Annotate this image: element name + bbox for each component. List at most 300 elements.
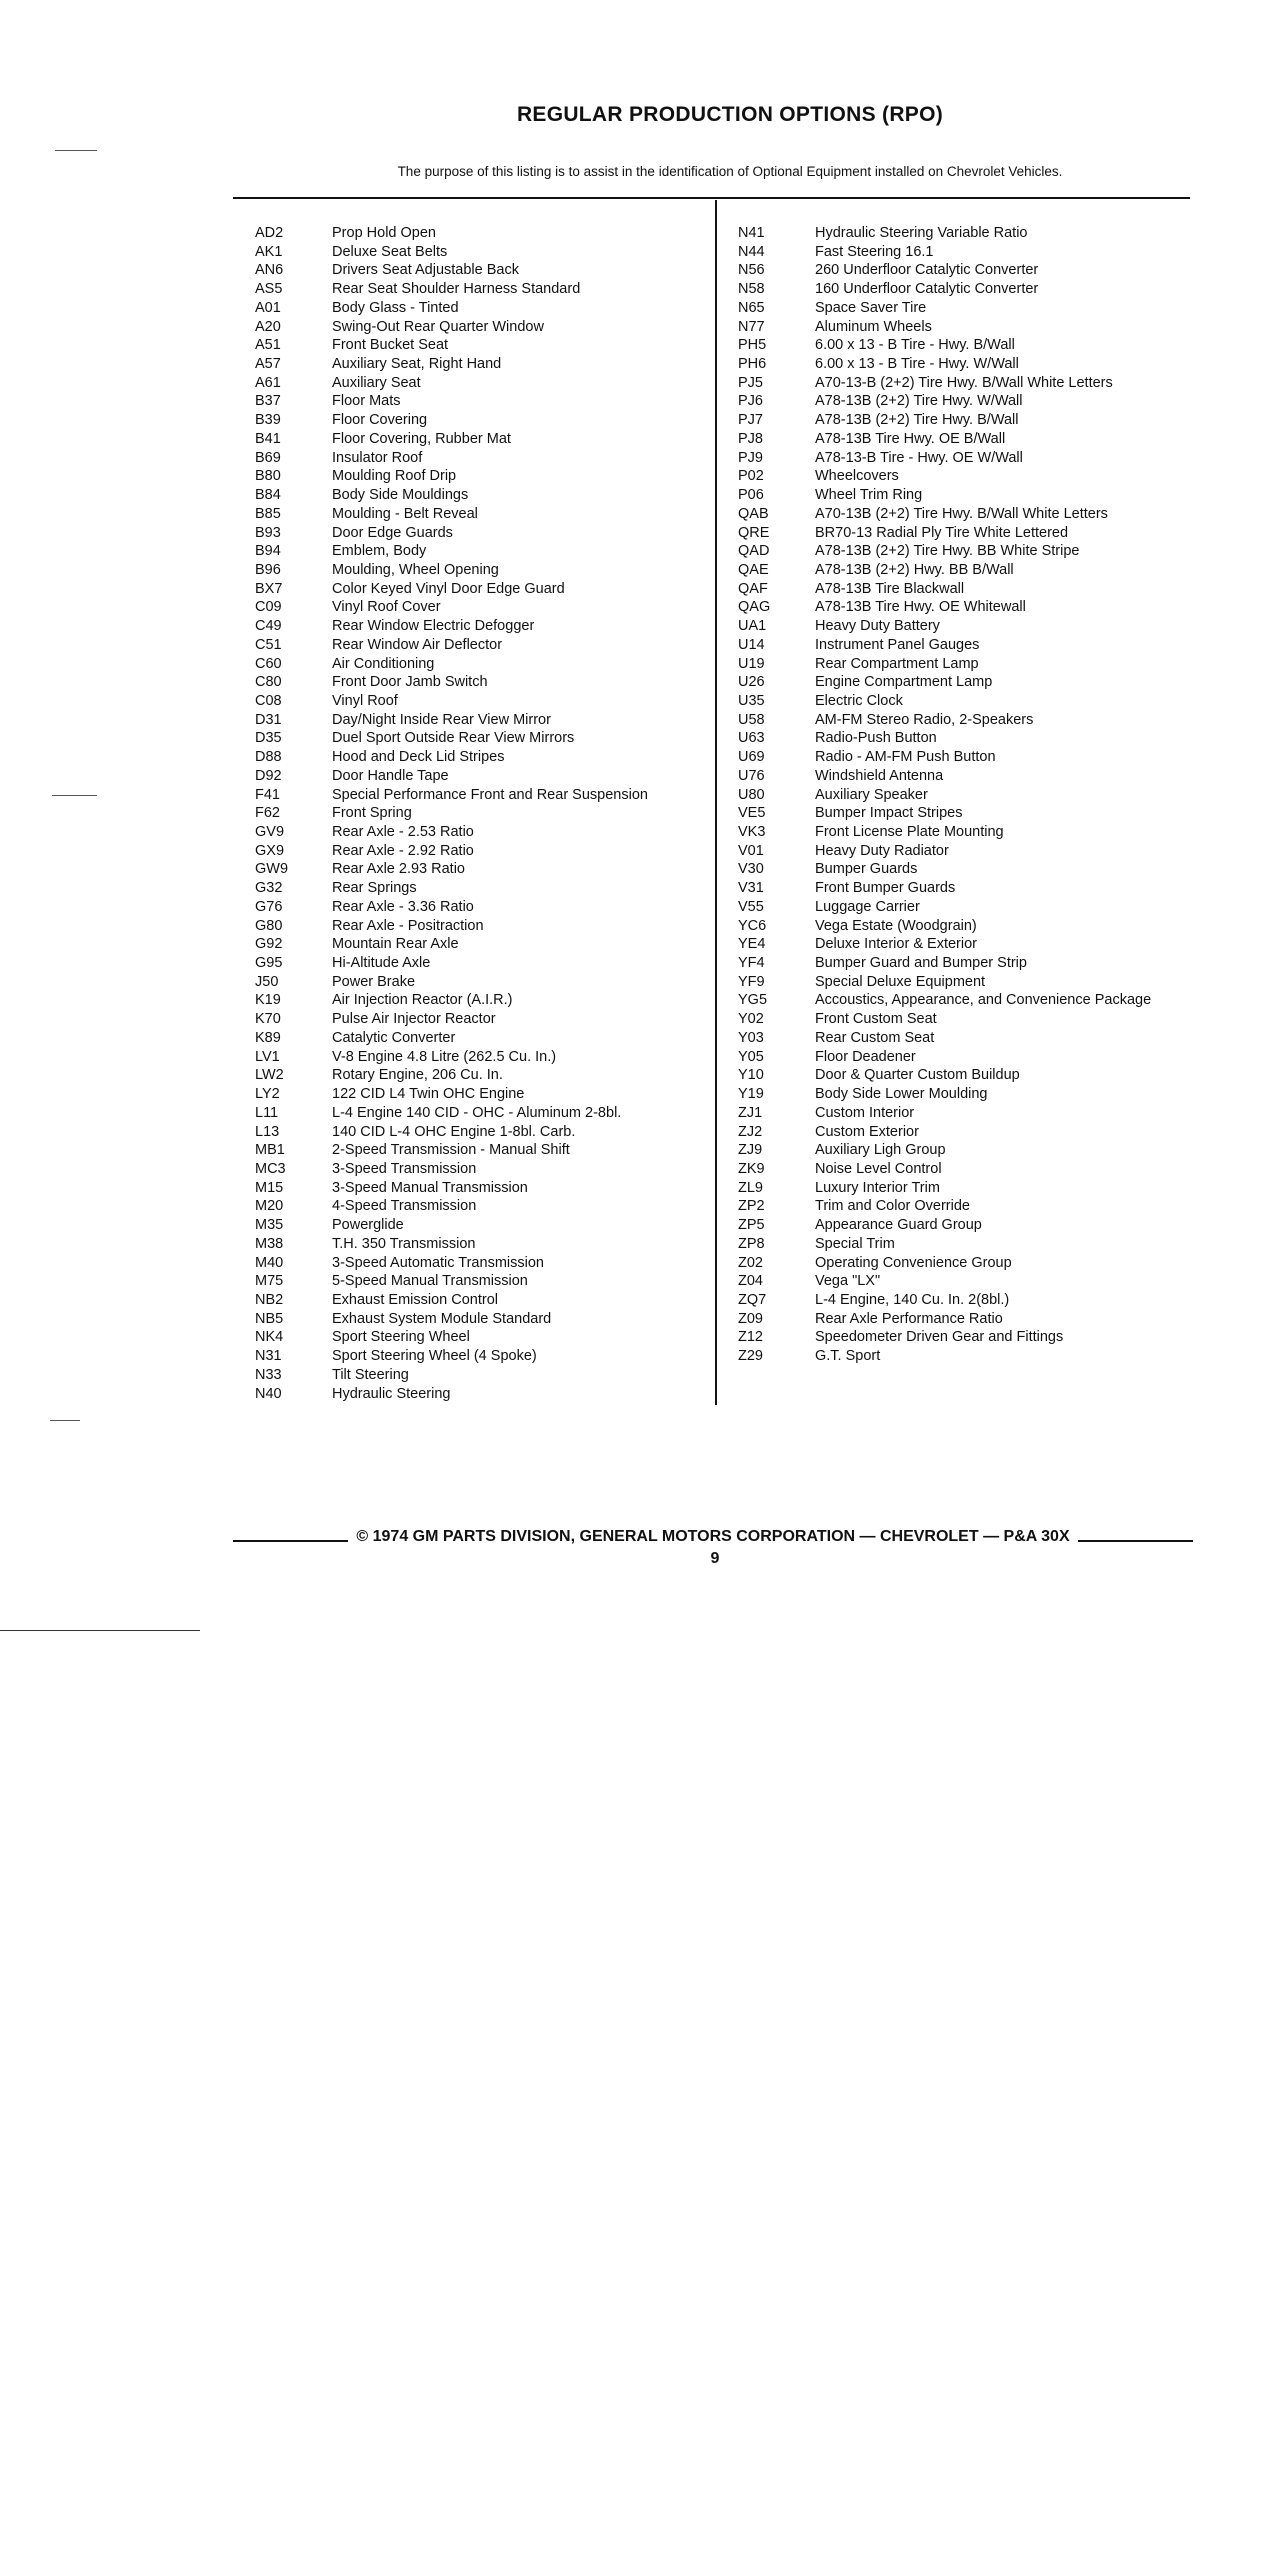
- option-code: D88: [255, 749, 282, 766]
- option-code: A51: [255, 337, 281, 354]
- option-row: [255, 917, 648, 936]
- option-row: [738, 598, 1151, 617]
- option-row: [738, 729, 1151, 748]
- option-description: Exhaust System Module Standard: [332, 1310, 552, 1327]
- option-description: Fast Steering 16.1: [815, 243, 934, 260]
- option-description: Instrument Panel Gauges: [815, 636, 980, 653]
- scan-mark: [52, 795, 97, 796]
- option-code: K70: [255, 1011, 281, 1028]
- option-description: Body Glass - Tinted: [332, 299, 459, 316]
- option-description: Rear Axle 2.93 Ratio: [332, 861, 465, 878]
- option-code: Z02: [738, 1254, 763, 1271]
- option-description: Rear Seat Shoulder Harness Standard: [332, 281, 581, 298]
- option-row: [738, 580, 1151, 599]
- top-rule: [233, 197, 1190, 199]
- option-row: [255, 842, 648, 861]
- option-row: [255, 542, 648, 561]
- option-row: [255, 636, 648, 655]
- option-code: M75: [255, 1273, 284, 1290]
- option-row: [738, 243, 1151, 262]
- option-code: ZQ7: [738, 1291, 767, 1308]
- option-code: C49: [255, 618, 282, 635]
- option-code: D92: [255, 767, 282, 784]
- option-code: B39: [255, 412, 281, 429]
- option-code: U76: [738, 767, 765, 784]
- option-code: PJ8: [738, 430, 763, 447]
- option-row: [255, 1010, 648, 1029]
- option-description: Auxiliary Ligh Group: [815, 1142, 946, 1159]
- option-code: U63: [738, 730, 765, 747]
- option-row: [738, 1085, 1151, 1104]
- option-description: Accoustics, Appearance, and Convenience Package: [815, 992, 1152, 1009]
- page-subtitle: The purpose of this listing is to assist in the identification of Optional Equipment installed on Chevrolet Vehicles.: [397, 164, 1063, 179]
- option-description: Rear Window Electric Defogger: [332, 618, 535, 635]
- option-code: GX9: [255, 842, 285, 859]
- option-code: GV9: [255, 824, 285, 840]
- option-description: Front Door Jamb Switch: [332, 674, 488, 691]
- option-code: M15: [255, 1179, 284, 1196]
- option-row: [255, 449, 648, 468]
- option-row: [255, 561, 648, 580]
- option-description: Rear Custom Seat: [815, 1029, 935, 1046]
- option-row: [738, 692, 1151, 711]
- option-code: U26: [738, 674, 765, 691]
- option-code: M35: [255, 1217, 284, 1234]
- option-code: K19: [255, 992, 281, 1009]
- option-description: Door Handle Tape: [332, 767, 449, 784]
- option-row: [738, 636, 1151, 655]
- option-row: [255, 748, 648, 767]
- option-row: [255, 711, 648, 730]
- option-row: [255, 1066, 648, 1085]
- option-code: N44: [738, 243, 765, 260]
- option-code: YE4: [738, 936, 766, 953]
- option-description: A78-13B Tire Hwy. OE Whitewall: [815, 599, 1026, 616]
- option-description: AM-FM Stereo Radio, 2-Speakers: [815, 711, 1034, 728]
- option-code: LV1: [255, 1048, 280, 1065]
- option-code: P06: [738, 487, 764, 504]
- option-description: Heavy Duty Battery: [815, 618, 940, 635]
- option-row: [738, 542, 1151, 561]
- option-code: Z12: [738, 1329, 763, 1346]
- option-row: [255, 243, 648, 262]
- option-row: [255, 1291, 648, 1310]
- option-description: Front Custom Seat: [815, 1011, 937, 1028]
- option-code: NK4: [255, 1329, 284, 1346]
- option-row: [738, 991, 1151, 1010]
- option-row: [255, 1197, 648, 1216]
- option-description: 6.00 x 13 - B Tire - Hwy. W/Wall: [815, 356, 1019, 373]
- option-row: [255, 224, 648, 243]
- option-description: Floor Deadener: [815, 1048, 916, 1065]
- option-description: A78-13B (2+2) Hwy. BB B/Wall: [815, 561, 1014, 578]
- scan-mark: [55, 150, 97, 151]
- option-description: 3-Speed Automatic Transmission: [332, 1254, 544, 1271]
- option-code: ZJ1: [738, 1104, 763, 1121]
- footer-rule-left: [233, 1540, 348, 1542]
- option-code: F41: [255, 786, 280, 803]
- option-description: Radio-Push Button: [815, 730, 937, 747]
- option-description: Deluxe Seat Belts: [332, 243, 448, 260]
- option-row: [255, 411, 648, 430]
- option-description: Prop Hold Open: [332, 225, 436, 241]
- option-row: [738, 935, 1151, 954]
- option-code: A61: [255, 374, 281, 391]
- option-row: [738, 1048, 1151, 1067]
- option-row: [738, 842, 1151, 861]
- option-row: [738, 1291, 1151, 1310]
- option-code: LY2: [255, 1086, 280, 1103]
- option-description: Bumper Impact Stripes: [815, 805, 963, 822]
- option-row: [738, 430, 1151, 449]
- option-code: AD2: [255, 225, 284, 241]
- option-row: [738, 767, 1151, 786]
- option-row: [738, 655, 1151, 674]
- option-description: Custom Interior: [815, 1104, 915, 1121]
- option-row: [255, 804, 648, 823]
- option-row: [255, 729, 648, 748]
- option-code: P02: [738, 468, 764, 485]
- option-description: Sport Steering Wheel: [332, 1329, 470, 1346]
- option-row: [738, 879, 1151, 898]
- option-row: [738, 224, 1151, 243]
- option-description: Rear Window Air Deflector: [332, 636, 503, 653]
- option-code: NB2: [255, 1291, 284, 1308]
- option-description: Door & Quarter Custom Buildup: [815, 1067, 1020, 1084]
- option-row: [738, 1310, 1151, 1329]
- option-description: Air Conditioning: [332, 655, 435, 672]
- option-code: PJ5: [738, 374, 763, 391]
- option-description: Rear Axle - 2.92 Ratio: [332, 842, 474, 859]
- option-code: Y05: [738, 1048, 764, 1065]
- option-code: N31: [255, 1348, 282, 1365]
- option-code: ZP2: [738, 1198, 765, 1215]
- option-description: Heavy Duty Radiator: [815, 842, 949, 859]
- option-description: Rear Axle - Positraction: [332, 917, 484, 934]
- option-row: [738, 318, 1151, 337]
- option-row: [255, 1104, 648, 1123]
- option-code: Z09: [738, 1310, 763, 1327]
- option-row: [738, 973, 1151, 992]
- option-row: [738, 505, 1151, 524]
- option-code: MC3: [255, 1160, 286, 1177]
- option-row: [255, 1029, 648, 1048]
- option-code: ZP8: [738, 1235, 765, 1252]
- option-row: [255, 973, 648, 992]
- option-code: G32: [255, 880, 283, 897]
- page-title: REGULAR PRODUCTION OPTIONS (RPO): [516, 103, 944, 126]
- option-code: K89: [255, 1029, 281, 1046]
- option-code: B93: [255, 524, 281, 541]
- option-code: G80: [255, 917, 283, 934]
- option-description: A78-13B Tire Hwy. OE B/Wall: [815, 430, 1006, 447]
- option-description: Special Performance Front and Rear Suspension: [332, 786, 648, 803]
- option-row: [738, 336, 1151, 355]
- option-row: [255, 954, 648, 973]
- option-row: [255, 991, 648, 1010]
- option-description: Deluxe Interior & Exterior: [815, 936, 977, 953]
- option-row: [738, 355, 1151, 374]
- option-row: [738, 860, 1151, 879]
- option-description: Auxiliary Seat: [332, 374, 421, 391]
- option-code: ZJ2: [738, 1123, 763, 1140]
- option-description: Noise Level Control: [815, 1160, 942, 1177]
- option-description: Emblem, Body: [332, 543, 427, 560]
- option-code: B80: [255, 468, 281, 485]
- option-description: Color Keyed Vinyl Door Edge Guard: [332, 580, 565, 597]
- option-description: A70-13B (2+2) Tire Hwy. B/Wall White Letters: [815, 505, 1108, 522]
- option-description: Body Side Lower Moulding: [815, 1086, 988, 1103]
- footer-rule-right: [1078, 1540, 1193, 1542]
- option-description: Rear Axle - 2.53 Ratio: [332, 824, 474, 840]
- option-row: [738, 804, 1151, 823]
- option-row: [255, 1254, 648, 1273]
- option-description: A78-13B (2+2) Tire Hwy. B/Wall: [815, 412, 1019, 429]
- option-description: Engine Compartment Lamp: [815, 674, 993, 691]
- option-code: G76: [255, 898, 283, 915]
- option-code: YF9: [738, 973, 765, 990]
- option-description: Insulator Roof: [332, 449, 423, 466]
- option-description: Front License Plate Mounting: [815, 824, 1004, 840]
- option-code: PH6: [738, 356, 767, 373]
- option-row: [255, 673, 648, 692]
- option-code: AS5: [255, 281, 283, 298]
- option-row: [255, 1385, 648, 1404]
- option-code: N65: [738, 299, 765, 316]
- option-description: Luxury Interior Trim: [815, 1179, 940, 1196]
- option-row: [255, 336, 648, 355]
- option-description: Door Edge Guards: [332, 524, 453, 541]
- option-row: [255, 467, 648, 486]
- option-code: D31: [255, 711, 282, 728]
- option-code: C51: [255, 636, 282, 653]
- option-description: Bumper Guard and Bumper Strip: [815, 955, 1027, 972]
- option-row: [738, 1104, 1151, 1123]
- option-code: U35: [738, 692, 765, 709]
- option-description: Catalytic Converter: [332, 1029, 456, 1046]
- option-description: 140 CID L-4 OHC Engine 1-8bl. Carb.: [332, 1123, 576, 1140]
- option-code: F62: [255, 805, 280, 822]
- option-description: Vinyl Roof Cover: [332, 599, 441, 616]
- option-description: Day/Night Inside Rear View Mirror: [332, 711, 551, 728]
- option-code: YC6: [738, 917, 767, 934]
- option-row: [738, 748, 1151, 767]
- option-code: B85: [255, 505, 281, 522]
- option-description: Vinyl Roof: [332, 692, 398, 709]
- option-description: Front Bumper Guards: [815, 880, 956, 897]
- option-row: [255, 786, 648, 805]
- option-code: B94: [255, 543, 281, 560]
- option-description: Appearance Guard Group: [815, 1217, 982, 1234]
- option-row: [255, 580, 648, 599]
- option-code: YG5: [738, 992, 768, 1009]
- option-row: [255, 374, 648, 393]
- option-description: Bumper Guards: [815, 861, 918, 878]
- option-description: V-8 Engine 4.8 Litre (262.5 Cu. In.): [332, 1048, 557, 1065]
- option-description: Hood and Deck Lid Stripes: [332, 749, 505, 766]
- option-code: A20: [255, 318, 281, 335]
- option-row: [738, 374, 1151, 393]
- option-row: [255, 355, 648, 374]
- option-description: Mountain Rear Axle: [332, 936, 459, 953]
- option-row: [738, 786, 1151, 805]
- option-description: 2-Speed Transmission - Manual Shift: [332, 1142, 570, 1159]
- option-row: [738, 561, 1151, 580]
- option-code: N77: [738, 318, 765, 335]
- option-description: Space Saver Tire: [815, 299, 927, 316]
- option-description: Operating Convenience Group: [815, 1254, 1012, 1271]
- option-row: [738, 1066, 1151, 1085]
- option-description: Rear Axle - 3.36 Ratio: [332, 898, 474, 915]
- option-code: U14: [738, 636, 765, 653]
- option-description: 3-Speed Transmission: [332, 1160, 477, 1177]
- option-row: [255, 1085, 648, 1104]
- option-row: [738, 1235, 1151, 1254]
- option-row: [255, 299, 648, 318]
- option-code: Z04: [738, 1273, 763, 1290]
- option-row: [738, 823, 1151, 842]
- option-code: UA1: [738, 618, 767, 635]
- option-description: Hi-Altitude Axle: [332, 955, 431, 972]
- option-description: Auxiliary Seat, Right Hand: [332, 356, 502, 373]
- option-description: 3-Speed Manual Transmission: [332, 1179, 528, 1196]
- option-code: N33: [255, 1366, 282, 1383]
- option-description: Radio - AM-FM Push Button: [815, 749, 996, 766]
- option-description: A78-13-B Tire - Hwy. OE W/Wall: [815, 449, 1023, 466]
- option-description: Air Injection Reactor (A.I.R.): [332, 992, 513, 1009]
- option-code: V55: [738, 898, 764, 915]
- option-description: Floor Covering: [332, 412, 428, 429]
- option-description: Tilt Steering: [332, 1366, 409, 1383]
- option-description: Auxiliary Speaker: [815, 786, 928, 803]
- option-code: V30: [738, 861, 764, 878]
- option-description: T.H. 350 Transmission: [332, 1235, 476, 1252]
- option-description: Special Trim: [815, 1235, 895, 1252]
- option-code: B41: [255, 430, 281, 447]
- option-code: D35: [255, 730, 282, 747]
- option-code: L11: [255, 1104, 279, 1121]
- option-code: U69: [738, 749, 765, 766]
- option-code: M40: [255, 1254, 284, 1271]
- option-row: [255, 598, 648, 617]
- option-code: ZL9: [738, 1179, 763, 1196]
- option-row: [255, 280, 648, 299]
- option-description: Powerglide: [332, 1217, 404, 1234]
- option-code: B37: [255, 393, 281, 410]
- option-description: A70-13-B (2+2) Tire Hwy. B/Wall White Letters: [815, 374, 1113, 391]
- option-description: Wheelcovers: [815, 468, 899, 485]
- option-description: Special Deluxe Equipment: [815, 973, 986, 990]
- option-row: [738, 449, 1151, 468]
- option-code: C08: [255, 692, 282, 709]
- option-code: B69: [255, 449, 281, 466]
- option-row: [738, 486, 1151, 505]
- option-code: QAB: [738, 505, 769, 522]
- option-description: Rear Compartment Lamp: [815, 655, 979, 672]
- option-code: ZJ9: [738, 1142, 763, 1159]
- option-row: [255, 318, 648, 337]
- option-code: C09: [255, 599, 282, 616]
- option-code: QAE: [738, 561, 769, 578]
- option-code: N41: [738, 225, 765, 241]
- option-description: Custom Exterior: [815, 1123, 919, 1140]
- scan-mark: [50, 1420, 80, 1421]
- option-code: A01: [255, 299, 281, 316]
- option-description: Duel Sport Outside Rear View Mirrors: [332, 730, 575, 747]
- option-description: L-4 Engine, 140 Cu. In. 2(8bl.): [815, 1291, 1010, 1308]
- option-code: Y10: [738, 1067, 764, 1084]
- option-code: PJ6: [738, 393, 763, 410]
- option-row: [255, 486, 648, 505]
- option-row: [738, 1254, 1151, 1273]
- option-description: Moulding - Belt Reveal: [332, 505, 478, 522]
- footer: [233, 1528, 1193, 1546]
- option-description: Speedometer Driven Gear and Fittings: [815, 1329, 1064, 1346]
- option-row: [738, 1347, 1151, 1366]
- option-code: QRE: [738, 524, 770, 541]
- option-row: [738, 1010, 1151, 1029]
- option-row: [255, 505, 648, 524]
- option-row: [255, 1235, 648, 1254]
- option-code: J50: [255, 973, 279, 990]
- option-row: [738, 617, 1151, 636]
- option-row: [255, 823, 648, 842]
- option-code: N40: [255, 1385, 282, 1402]
- option-row: [255, 1347, 648, 1366]
- option-description: Swing-Out Rear Quarter Window: [332, 318, 544, 335]
- option-code: BX7: [255, 580, 283, 597]
- option-row: [255, 617, 648, 636]
- option-code: PJ9: [738, 449, 763, 466]
- option-row: [255, 1366, 648, 1385]
- option-description: Front Spring: [332, 805, 412, 822]
- option-description: A78-13B (2+2) Tire Hwy. BB White Stripe: [815, 543, 1080, 560]
- option-row: [255, 935, 648, 954]
- option-description: Floor Covering, Rubber Mat: [332, 430, 511, 447]
- option-row: [255, 860, 648, 879]
- option-code: M20: [255, 1198, 284, 1215]
- option-row: [738, 411, 1151, 430]
- option-row: [255, 1160, 648, 1179]
- option-row: [255, 767, 648, 786]
- option-code: YF4: [738, 955, 765, 972]
- option-code: G92: [255, 936, 283, 953]
- option-row: [738, 1029, 1151, 1048]
- option-row: [738, 1216, 1151, 1235]
- option-description: G.T. Sport: [815, 1348, 881, 1365]
- option-code: Y03: [738, 1029, 764, 1046]
- option-description: Rotary Engine, 206 Cu. In.: [332, 1067, 503, 1084]
- option-row: [255, 1216, 648, 1235]
- option-code: AN6: [255, 262, 284, 279]
- option-row: [255, 524, 648, 543]
- option-row: [738, 1272, 1151, 1291]
- option-row: [738, 1197, 1151, 1216]
- option-code: MB1: [255, 1142, 285, 1159]
- option-description: 5-Speed Manual Transmission: [332, 1273, 528, 1290]
- option-description: 122 CID L4 Twin OHC Engine: [332, 1086, 525, 1103]
- option-description: Floor Mats: [332, 393, 401, 410]
- option-row: [738, 1141, 1151, 1160]
- option-description: Rear Springs: [332, 880, 417, 897]
- option-code: M38: [255, 1235, 284, 1252]
- option-description: Body Side Mouldings: [332, 487, 469, 504]
- option-description: Moulding, Wheel Opening: [332, 561, 499, 578]
- option-description: 4-Speed Transmission: [332, 1198, 477, 1215]
- option-description: A78-13B (2+2) Tire Hwy. W/Wall: [815, 393, 1023, 410]
- option-description: Pulse Air Injector Reactor: [332, 1011, 496, 1028]
- option-row: [738, 1160, 1151, 1179]
